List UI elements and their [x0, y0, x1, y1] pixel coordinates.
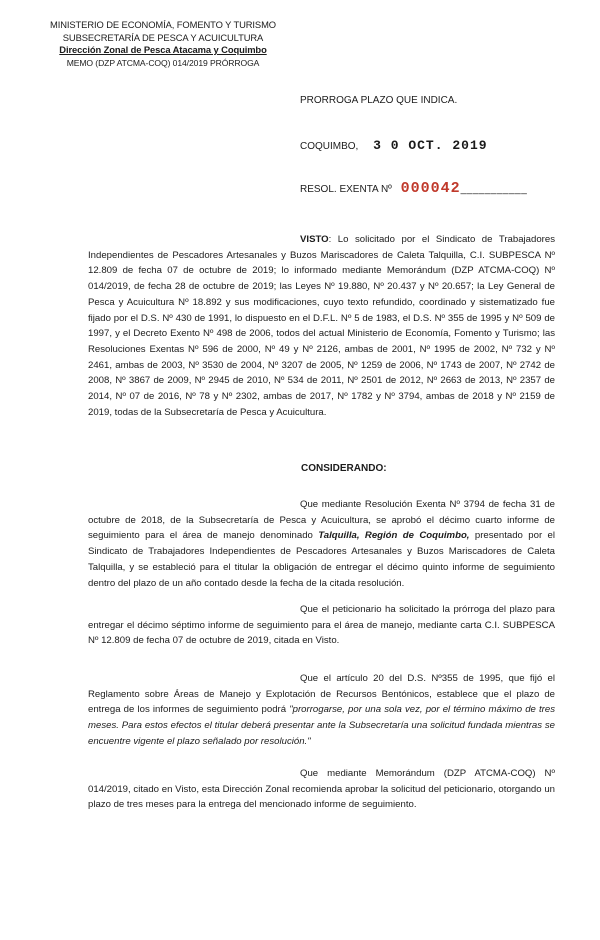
visto-label: VISTO — [300, 234, 329, 245]
date-stamp: 3 0 OCT. 2019 — [373, 138, 488, 153]
subject-line: PRORROGA PLAZO QUE INDICA. — [300, 95, 458, 106]
resolution-label: RESOL. EXENTA Nº — [300, 184, 392, 195]
considerando-paragraph-4: Que mediante Memorándum (DZP ATCMA-COQ) Nº 014/2019, citado en Visto, esta Dirección Zonal recomienda aprobar la solicitud del peticionario, otorgando un plazo de tres meses para la entrega del mencionado informe de seguimiento. — [88, 768, 555, 811]
paragraph-3-text-a: Que el artículo 20 del D.S. Nº355 de 1995, que fijó el Reglamento sobre Áreas de Manejo y Explotación de Recursos Bentónicos, establece que el plazo de entrega de los informes de seguimiento podrá — [88, 673, 555, 716]
zonal-office-name: Dirección Zonal de Pesca Atacama y Coquimbo — [59, 44, 267, 56]
place-date-line — [300, 138, 488, 153]
visto-paragraph — [88, 232, 555, 420]
paragraph-1-text-a: Que mediante Resolución Exenta Nº 3794 de fecha 31 de octubre de 2018, de la Subsecretaría de Pesca y Acuicultura, se aprobó el décimo cuarto informe de seguimiento para el área de manejo denominado — [88, 499, 555, 542]
considerando-paragraph-1 — [88, 497, 555, 591]
city-label: COQUIMBO, — [300, 141, 359, 152]
paragraph-1-text-b: presentado por el Sindicato de Trabajadores Independientes de Pescadores Artesanales y Buzos Mariscadores de Caleta Talquilla, y se estableció para el titular la obligación de entregar el décimo quinto informe de seguimiento dentro del plazo de un año contado desde la fecha de la citada resolución. — [88, 530, 555, 589]
considerando-paragraph-3 — [88, 671, 555, 750]
ministry-name: MINISTERIO DE ECONOMÍA, FOMENTO Y TURISMO — [50, 19, 276, 30]
memo-reference: MEMO (DZP ATCMA-COQ) 014/2019 PRÓRROGA — [66, 57, 260, 68]
resolution-number-stamp: 000042 — [400, 180, 461, 197]
resolution-dashes: ___________ — [460, 184, 528, 195]
institution-header — [33, 19, 293, 69]
regulation-quote: "prorrogarse, por una sola vez, por el término máximo de tres meses. Para estos efectos el titular deberá presentar ante la Subsecretaría una solicitud fundada mientras se encuentre vigente el plazo señalado por resolución." — [88, 704, 556, 747]
considerando-paragraph-2: Que el peticionario ha solicitado la prórroga del plazo para entregar el décimo séptimo informe de seguimiento para el área de manejo, mediante carta C.I. SUBPESCA Nº 12.809 de fecha 07 de octubre de 2019, citada en Visto. — [88, 604, 555, 647]
resolution-number-line — [300, 180, 527, 197]
undersecretariat-name: SUBSECRETARÍA DE PESCA Y ACUICULTURA — [62, 31, 264, 43]
visto-text: : Lo solicitado por el Sindicato de Trabajadores Independientes de Pescadores Artesanales y Buzos Mariscadores de Caleta Talquilla, C.I. SUBPESCA Nº 12.809 de fecha 07 de octubre de 2019; lo informado mediante Memorándum (DZP ATCMA-COQ) Nº 014/2019, de fecha 28 de octubre de 2019; las Leyes Nº 19.880, Nº 20.437 y Nº 20.657; la Ley General de Pesca y Acuicultura Nº 18.892 y sus modificaciones, cuyo texto refundido, coordinado y sistematizado fue fijado por el D.S. Nº 430 de 1991, lo dispuesto en el D.F.L. Nº 5 de 1983, el D.S. Nº 355 de 1995 y Nº 509 de 1997, y el Decreto Exento Nº 498 de 2006, todos del actual Ministerio de Economía, Fomento y Turismo; las Resoluciones Exentas Nº 596 de 2000, Nº 49 y Nº 2126, ambas de 2001, Nº 1995 de 2002, Nº 732 y Nº 2461, ambas de 2003, Nº 3530 de 2004, Nº 3207 de 2005, Nº 1259 de 2006, Nº 1743 de 2007, Nº 2742 de 2008, Nº 3867 de 2009, Nº 2945 de 2010, Nº 534 de 2011, Nº 2501 de 2012, Nº 2663 de 2013, Nº 2357 de 2014, Nº 07 de 2016, Nº 78 y Nº 2302, ambas de 2017, Nº 1782 y Nº 3794, ambas de 2018 y Nº 2159 de 2019, todas de la Subsecretaría de Pesca y Acuicultura. — [88, 234, 555, 418]
area-name-bold: Talquilla, Región de Coquimbo, — [318, 530, 470, 542]
considerando-heading: CONSIDERANDO: — [301, 463, 387, 474]
